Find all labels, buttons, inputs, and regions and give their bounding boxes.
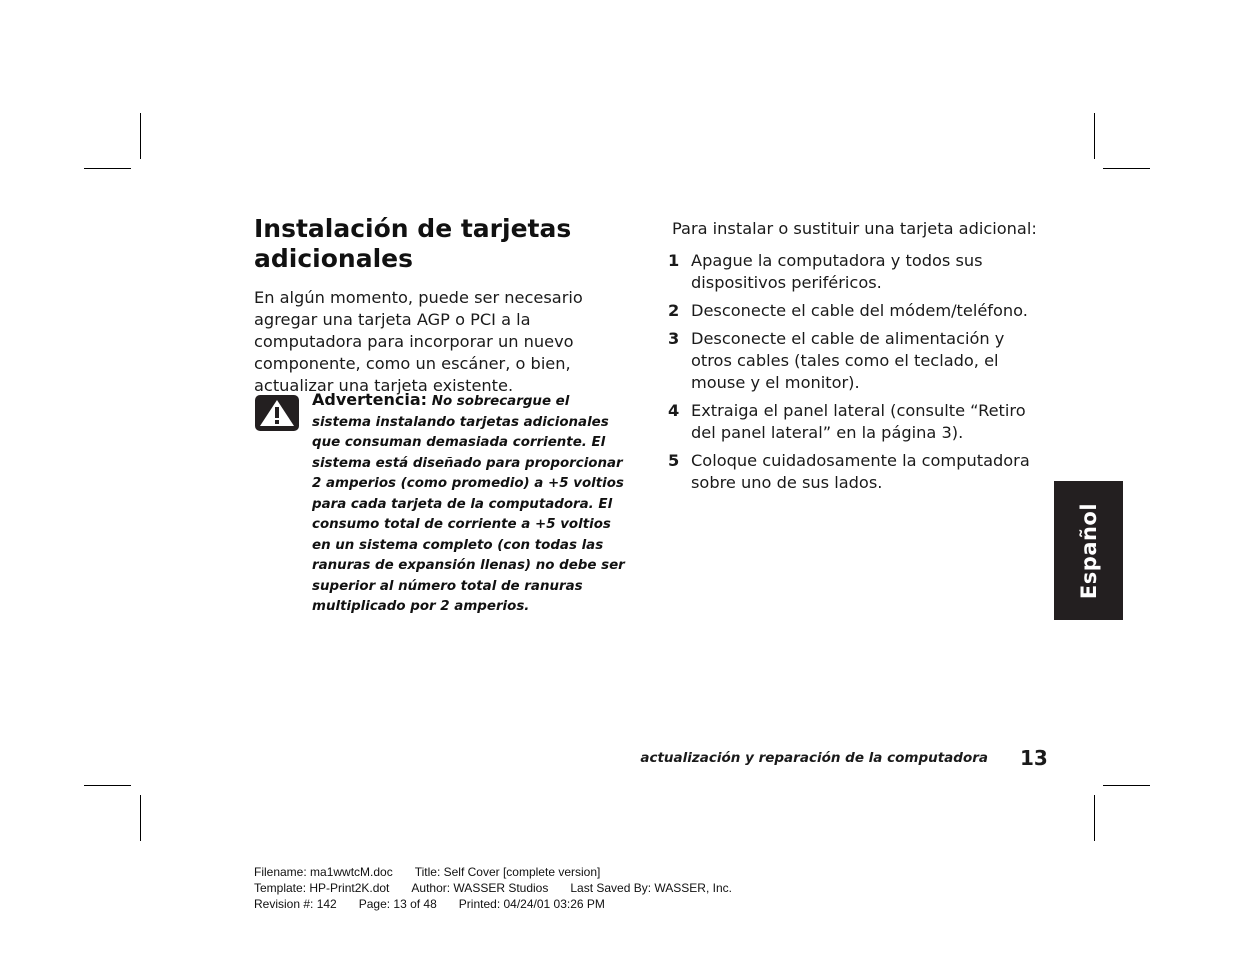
page-title: Instalación de tarjetas adicionales: [254, 214, 572, 273]
step-number: 1: [668, 251, 680, 270]
crop-mark: [1094, 795, 1095, 841]
intro-paragraph: En algún momento, puede ser necesario agregar una tarjeta AGP o PCI a la computadora para incorporar un nuevo componente, como un escáner, o bien, actualizar una tarjeta existente.: [254, 288, 583, 395]
page-number: 13: [1020, 746, 1048, 770]
crop-mark: [1103, 168, 1150, 169]
warning-label: Advertencia:: [312, 390, 428, 409]
step-item: [668, 328, 1038, 394]
file-info-revision: Revision #: 142: [254, 897, 337, 911]
step-text: Coloque cuidadosamente la computadora sobre uno de sus lados.: [691, 451, 1030, 492]
file-info: [254, 864, 754, 912]
crop-mark: [1094, 113, 1095, 159]
file-info-printed: Printed: 04/24/01 03:26 PM: [458, 897, 605, 911]
warning-icon: [255, 395, 299, 431]
step-number: 4: [668, 401, 680, 420]
step-text: Desconecte el cable de alimentación y otros cables (tales como el teclado, el mouse y el monitor).: [691, 329, 1005, 392]
step-number: 3: [668, 329, 680, 348]
step-text: Apague la computadora y todos sus dispositivos periféricos.: [691, 251, 983, 292]
chapter-footer: actualización y reparación de la computadora: [640, 750, 988, 766]
crop-mark: [1103, 785, 1150, 786]
crop-mark: [140, 795, 141, 841]
file-info-author: Author: WASSER Studios: [411, 881, 549, 895]
warning-text: No sobrecargue el sistema instalando tarjetas adicionales que consuman demasiada corriente. El sistema está diseñado para proporcionar 2 amperios (como promedio) a +5 voltios para cada tarjeta de la computadora. El consumo total de corriente a +5 voltios en un sistema completo (con todas las ranuras de expansión llenas) no debe ser superior al número total de ranuras multiplicado por 2 amperios.: [312, 394, 625, 614]
step-number: 5: [668, 451, 680, 470]
procedure-lead: Para instalar o sustituir una tarjeta adicional:: [672, 219, 1037, 238]
language-tab-label: Español: [1076, 502, 1101, 599]
crop-mark: [140, 113, 141, 159]
step-item: [668, 250, 1038, 294]
file-info-page: Page: 13 of 48: [358, 897, 437, 911]
file-info-filename: Filename: ma1wwtcM.doc: [254, 865, 393, 879]
warning-block: [312, 390, 630, 618]
step-number: 2: [668, 301, 680, 320]
step-item: [668, 450, 1038, 494]
procedure-steps: [668, 250, 1038, 500]
file-info-title: Title: Self Cover [complete version]: [414, 865, 601, 879]
file-info-last-saved: Last Saved By: WASSER, Inc.: [570, 881, 732, 895]
crop-mark: [84, 785, 131, 786]
file-info-template: Template: HP-Print2K.dot: [254, 881, 390, 895]
crop-mark: [84, 168, 131, 169]
step-text: Desconecte el cable del módem/teléfono.: [691, 301, 1028, 320]
step-text: Extraiga el panel lateral (consulte “Retiro del panel lateral” en la página 3).: [691, 401, 1026, 442]
step-item: [668, 300, 1038, 322]
step-item: [668, 400, 1038, 444]
language-tab: [1054, 481, 1123, 620]
